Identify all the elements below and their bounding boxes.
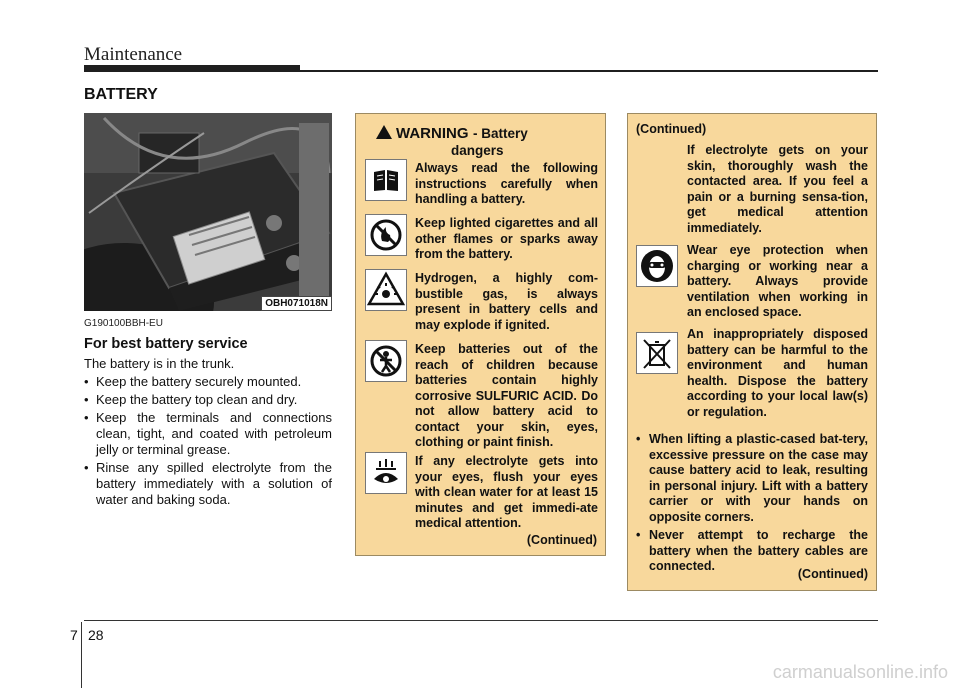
- service-intro: The battery is in the trunk.: [84, 356, 235, 371]
- service-title: For best battery service: [84, 336, 248, 352]
- crossed-bin-icon: [636, 332, 678, 374]
- list-item: • Keep the terminals and connections clean, tight, and coated with petroleum jelly or terminal grease.: [84, 410, 332, 458]
- section-title: BATTERY: [84, 86, 158, 103]
- warning-text-3: Hydrogen, a highly com-bustible gas, is always present in battery cells and may explode if ignited.: [415, 271, 598, 332]
- warning-heading: [396, 125, 528, 143]
- list-item: • Keep the battery securely mounted.: [84, 374, 332, 390]
- warning-text-2: Keep lighted cigarettes and all other flames or sparks away from the battery.: [415, 216, 598, 261]
- explosion-hazard-icon: [365, 269, 407, 311]
- warning-title-part1: - Battery: [472, 126, 528, 141]
- eye-protection-icon: [636, 245, 678, 287]
- service-code: G190100BBH-EU: [84, 318, 163, 329]
- keep-away-children-icon: [365, 340, 407, 382]
- warning-text-4: Keep batteries out of the reach of children because batteries contain highly corrosive SULFURIC ACID. Do not allow battery acid to contact your skin, eyes, clothing or paint finish.: [415, 342, 598, 449]
- figure-code: OBH071018N: [261, 296, 332, 311]
- eye-protection-text: Wear eye protection when charging or working near a battery. Always provide ventilation when working in an enclosed space.: [687, 243, 868, 319]
- manual-book-icon: [365, 159, 407, 201]
- no-smoking-flame-icon: [365, 214, 407, 256]
- list-item: • Keep the battery top clean and dry.: [84, 392, 332, 408]
- continued-list: [636, 432, 868, 578]
- continued-label: (Continued): [526, 533, 597, 547]
- footer-rule: [84, 620, 878, 621]
- battery-illustration: [84, 113, 332, 311]
- list-item: • When lifting a plastic-cased bat-tery, excessive pressure on the case may cause battery acid to leak, resulting in personal injury. Lift with a battery carrier or with your hands on opposite corners.: [636, 432, 868, 525]
- battery-photo: [84, 113, 332, 311]
- footer-divider: [81, 622, 82, 688]
- list-item: • Rinse any spilled electrolyte from the battery immediately with a solution of water and baking soda.: [84, 460, 332, 508]
- warning-text-5: If any electrolyte gets into your eyes, flush your eyes with clean water for at least 15 minutes and get immedi-ate medical attention.: [415, 454, 598, 530]
- disposal-text: An inappropriately disposed battery can be harmful to the environment and human health. Dispose the battery according to your local law(s) or regulation.: [687, 327, 868, 419]
- service-list: [84, 374, 332, 508]
- warning-title-part2: dangers: [451, 143, 504, 158]
- warning-panel: [355, 113, 606, 556]
- continued-panel: [627, 113, 877, 591]
- continued-label-2: (Continued): [797, 567, 868, 581]
- header-rule-thick: [84, 65, 300, 72]
- watermark: carmanualsonline.info: [772, 662, 948, 682]
- page-number: 28: [88, 627, 104, 643]
- warning-triangle-icon: [376, 125, 392, 139]
- header-title: Maintenance: [84, 44, 183, 65]
- header-rule-thin: [300, 70, 878, 72]
- warning-word: WARNING: [396, 125, 469, 142]
- continued-head: (Continued): [636, 122, 707, 136]
- page-chapter: 7: [70, 627, 78, 643]
- service-section: [84, 316, 332, 510]
- list-item: • Never attempt to recharge the battery when the battery cables are connected.: [636, 528, 868, 575]
- eye-rinse-icon: [365, 452, 407, 494]
- skin-text: If electrolyte gets on your skin, thoroughly wash the contacted area. If you feel a pain or a burning sensa-tion, get medical attention immediately.: [687, 143, 868, 235]
- warning-text-1: Always read the following instructions carefully when handling a battery.: [415, 161, 598, 206]
